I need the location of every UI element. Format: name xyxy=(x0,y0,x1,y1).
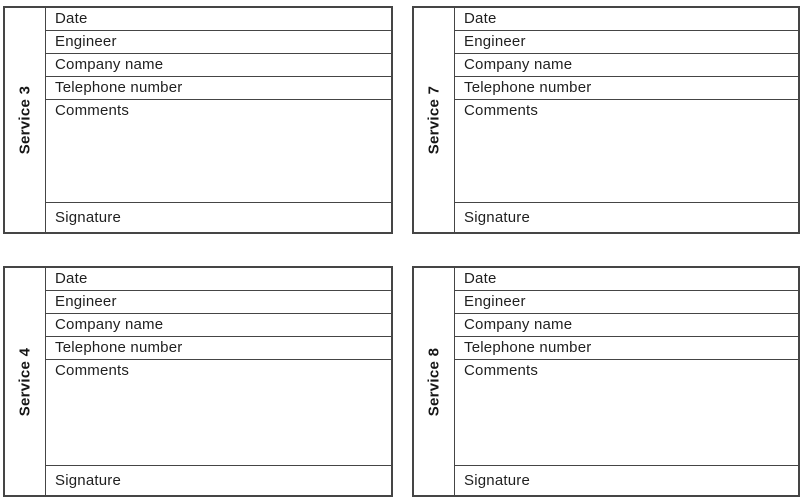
signature-label: Signature xyxy=(464,209,531,226)
signature-row xyxy=(46,466,391,495)
engineer-label: Engineer xyxy=(55,293,117,310)
date-label: Date xyxy=(55,10,88,27)
telephone-number-row xyxy=(455,337,798,360)
comments-label: Comments xyxy=(464,362,539,379)
telephone-number-label: Telephone number xyxy=(55,339,183,356)
engineer-label: Engineer xyxy=(464,33,526,50)
telephone-number-row xyxy=(46,77,391,100)
signature-label: Signature xyxy=(464,472,531,489)
comments-row xyxy=(455,360,798,466)
service-number-label: Service 3 xyxy=(16,85,34,155)
telephone-number-label: Telephone number xyxy=(55,79,183,96)
engineer-row xyxy=(455,291,798,314)
service-label-column xyxy=(414,268,455,495)
date-row xyxy=(46,268,391,291)
comments-row xyxy=(455,100,798,203)
date-label: Date xyxy=(55,270,88,287)
company-name-label: Company name xyxy=(464,316,573,333)
service-fields xyxy=(46,8,391,232)
service-number-label: Service 4 xyxy=(16,347,34,416)
service-blocks-grid xyxy=(3,6,800,497)
company-name-row xyxy=(46,314,391,337)
service-record-block-service-3 xyxy=(3,6,393,234)
service-label-column xyxy=(414,8,455,232)
engineer-row xyxy=(455,31,798,54)
company-name-row xyxy=(46,54,391,77)
comments-label: Comments xyxy=(464,102,539,119)
service-number-label: Service 7 xyxy=(425,85,443,155)
service-record-block-service-7 xyxy=(412,6,800,234)
engineer-label: Engineer xyxy=(55,33,117,50)
company-name-label: Company name xyxy=(464,56,573,73)
service-record-block-service-4 xyxy=(3,266,393,497)
service-fields xyxy=(455,8,798,232)
company-name-row xyxy=(455,314,798,337)
comments-label: Comments xyxy=(55,362,130,379)
company-name-label: Company name xyxy=(55,56,164,73)
engineer-row xyxy=(46,31,391,54)
signature-label: Signature xyxy=(55,472,122,489)
telephone-number-row xyxy=(46,337,391,360)
engineer-label: Engineer xyxy=(464,293,526,310)
engineer-row xyxy=(46,291,391,314)
company-name-label: Company name xyxy=(55,316,164,333)
telephone-number-label: Telephone number xyxy=(464,79,592,96)
signature-label: Signature xyxy=(55,209,122,226)
comments-label: Comments xyxy=(55,102,130,119)
service-fields xyxy=(455,268,798,495)
service-record-block-service-8 xyxy=(412,266,800,497)
comments-row xyxy=(46,100,391,203)
comments-row xyxy=(46,360,391,466)
date-label: Date xyxy=(464,270,497,287)
service-label-column xyxy=(5,8,46,232)
service-number-label: Service 8 xyxy=(425,347,443,416)
date-label: Date xyxy=(464,10,497,27)
date-row xyxy=(455,8,798,31)
telephone-number-label: Telephone number xyxy=(464,339,592,356)
date-row xyxy=(455,268,798,291)
signature-row xyxy=(455,203,798,232)
telephone-number-row xyxy=(455,77,798,100)
company-name-row xyxy=(455,54,798,77)
date-row xyxy=(46,8,391,31)
service-fields xyxy=(46,268,391,495)
signature-row xyxy=(455,466,798,495)
service-label-column xyxy=(5,268,46,495)
signature-row xyxy=(46,203,391,232)
